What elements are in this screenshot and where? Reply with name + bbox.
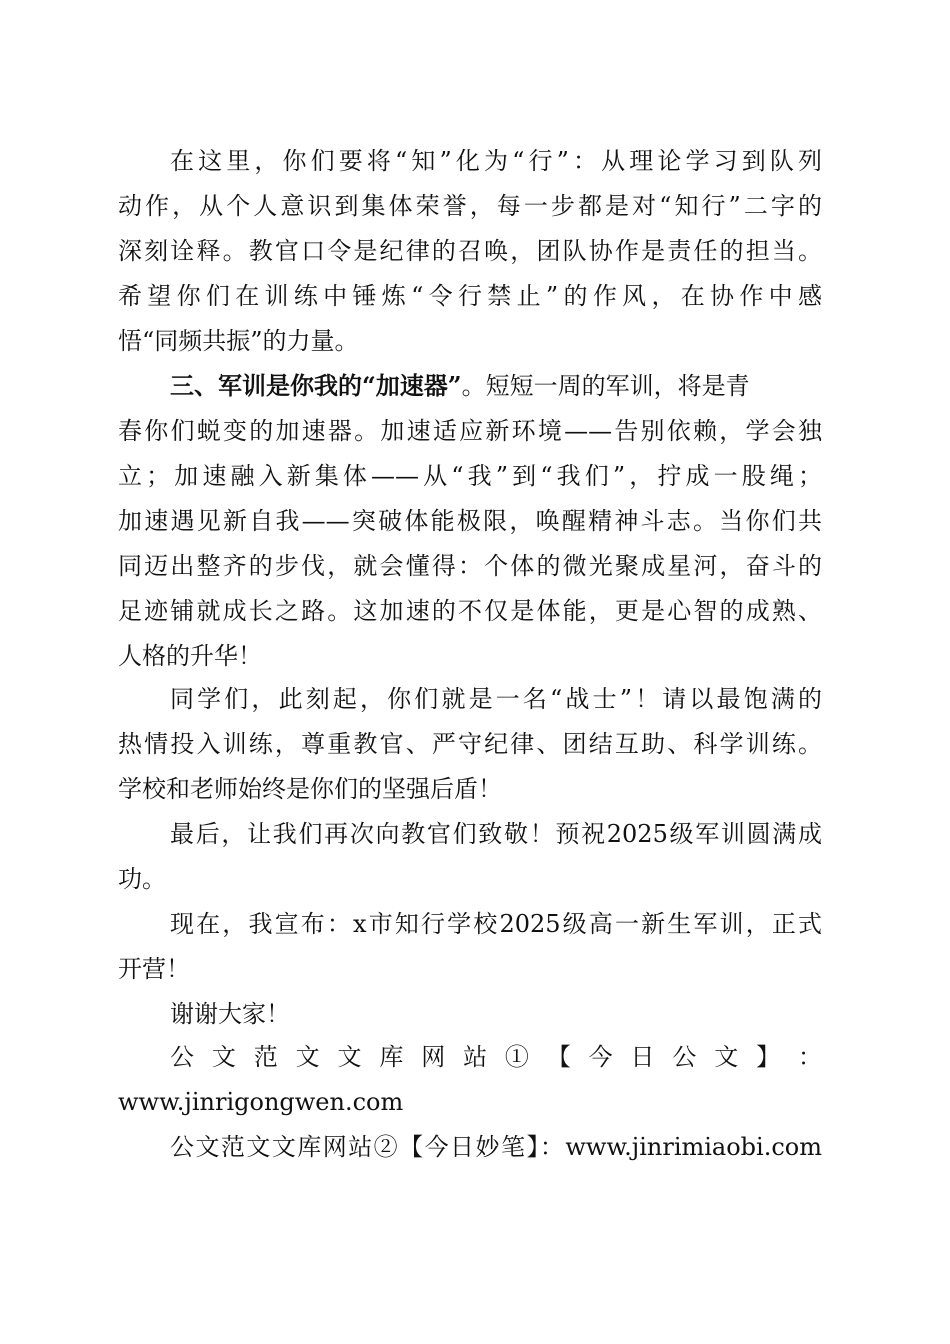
- section-heading: 三、军训是你我的“加速器”: [170, 371, 462, 400]
- paragraph-line: 加速遇见新自我——突破体能极限，唤醒精神斗志。当你们共: [118, 507, 822, 535]
- paragraph-line: 人格的升华！: [118, 642, 262, 670]
- paragraph-line: 开营！: [118, 955, 190, 983]
- section-heading-line: [170, 371, 822, 401]
- paragraph-line: 希望你们在训练中锤炼“令行禁止”的作风，在协作中感: [118, 282, 822, 310]
- paragraph-line: 同学们，此刻起，你们就是一名“战士”！请以最饱满的: [170, 685, 822, 713]
- paragraph-line: 在这里，你们要将“知”化为“行”：从理论学习到队列: [170, 147, 822, 175]
- paragraph-line: 足迹铺就成长之路。这加速的不仅是体能，更是心智的成熟、: [118, 597, 822, 625]
- paragraph-line: 谢谢大家！: [170, 1000, 290, 1028]
- paragraph-line: 立；加速融入新集体——从“我”到“我们”，拧成一股绳；: [118, 462, 822, 490]
- website-line[interactable]: 公文范文文库网站②【今日妙笔】：www.jinrimiaobi.com: [170, 1133, 822, 1161]
- paragraph-line: 春你们蜕变的加速器。加速适应新环境——告别依赖，学会独: [118, 417, 822, 445]
- paragraph-line: 深刻诠释。教官口令是纪律的召唤，团队协作是责任的担当。: [118, 237, 822, 265]
- paragraph-line: 热情投入训练，尊重教官、严守纪律、团结互助、科学训练。: [118, 730, 822, 758]
- website-line: 公 文 范 文 文 库 网 站 ① 【 今 日 公 文 】 ：: [170, 1043, 822, 1071]
- paragraph-line: 最后，让我们再次向教官们致敬！预祝2025级军训圆满成: [170, 820, 822, 848]
- website-url[interactable]: www.jinrigongwen.com: [118, 1088, 404, 1116]
- paragraph-line: 功。: [118, 865, 166, 893]
- paragraph-line: 悟“同频共振”的力量。: [118, 327, 359, 355]
- section-heading-continuation: 。短短一周的军训，将是青: [461, 372, 750, 400]
- paragraph-line: 学校和老师始终是你们的坚强后盾！: [118, 775, 502, 803]
- paragraph-line: 现在，我宣布：x市知行学校2025级高一新生军训，正式: [170, 910, 822, 938]
- paragraph-line: 动作，从个人意识到集体荣誉，每一步都是对“知行”二字的: [118, 192, 822, 220]
- paragraph-line: 同迈出整齐的步伐，就会懂得：个体的微光聚成星河，奋斗的: [118, 552, 822, 580]
